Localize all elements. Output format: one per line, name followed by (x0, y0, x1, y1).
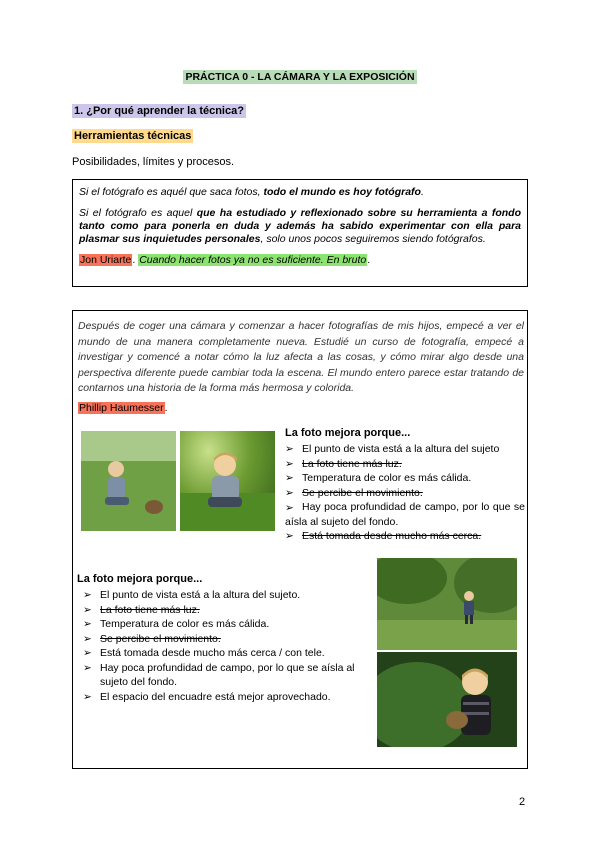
quote-sep: . (132, 254, 139, 266)
arrow-bullet-icon: ➢ (83, 603, 92, 616)
list-item: ➢ Temperatura de color es más cálida. (285, 472, 472, 484)
list1 (285, 442, 525, 544)
page-number: 2 (519, 796, 526, 808)
subheading (72, 130, 193, 142)
list-item: ➢ El punto de vista está a la altura del sujeto. (83, 589, 301, 601)
quote-source: Cuando hacer fotos ya no es suficiente. En bruto (139, 254, 367, 266)
arrow-bullet-icon: ➢ (285, 443, 294, 455)
list-item: ➢ Se percibe el movimiento. (83, 632, 221, 645)
list-item: ➢ El espacio del encuadre está mejor aprovechado. (83, 690, 331, 703)
page-title (0, 71, 600, 83)
page-title-text: PRÁCTICA 0 - LA CÁMARA Y LA EXPOSICIÓN (185, 71, 415, 83)
list-item: ➢ La foto tiene más luz. (285, 457, 402, 470)
list-item: ➢ Temperatura de color es más cálida. (83, 618, 270, 630)
list2-title: La foto mejora porque... (77, 573, 203, 585)
arrow-bullet-icon: ➢ (83, 690, 92, 703)
intro-text: Posibilidades, límites y procesos. (72, 156, 235, 168)
arrow-bullet-icon: ➢ (285, 502, 294, 514)
list-item: ➢ Está tomada desde mucho más cerca / con tele. (83, 647, 325, 659)
quote-line-1-plain: Si el fotógrafo es aquél que saca fotos, (79, 186, 264, 198)
arrow-bullet-icon: ➢ (285, 530, 294, 542)
quote-line-1-end: . (420, 186, 424, 198)
example-box (72, 310, 528, 769)
quote-line-2 (79, 207, 521, 246)
list-item: ➢ La foto tiene más luz. (83, 603, 200, 616)
list1-title: La foto mejora porque... (285, 427, 411, 439)
photo-boy-grass-before (81, 431, 176, 531)
arrow-bullet-icon: ➢ (83, 618, 92, 630)
arrow-bullet-icon: ➢ (83, 632, 92, 645)
list-item: ➢ El punto de vista está a la altura del sujeto (285, 443, 500, 455)
example-intro: Después de coger una cámara y comenzar a hacer fotografías de mis hijos, empecé a ver el mundo de una manera completamente nueva. Estudié un curso de fotografía, empecé a investigar y comencé a notar cómo la luz afecta a las cosas, y cómo mirar algo desde una perspectiva diferente puede cambiar toda la escena. El mundo entero parece estar tratando de contarnos una historia de la forma más hermosa y colorida. (78, 320, 524, 394)
quote-author: Jon Uriarte (80, 254, 132, 266)
section-heading (72, 105, 246, 117)
example-author: Phillip Haumesser (79, 402, 164, 414)
section-heading-text: 1. ¿Por qué aprender la técnica? (74, 105, 244, 117)
list-item: ➢ Hay poca profundidad de campo, por lo que se aísla al sujeto del fondo. (83, 661, 355, 688)
quote-line-1-bold: todo el mundo es hoy fotógrafo (263, 186, 421, 198)
photo-boy-garden-after (377, 652, 517, 747)
quote-end: . (367, 254, 371, 266)
arrow-bullet-icon: ➢ (285, 472, 294, 484)
example-author-end: . (164, 402, 168, 414)
quote-line-2-plain-a: Si el fotógrafo es aquel (79, 207, 197, 219)
photo-boy-grass-after (180, 431, 275, 531)
list-item: ➢ Hay poca profundidad de campo, por lo que se aísla al sujeto del fondo. (285, 501, 525, 528)
quote-attribution (79, 254, 521, 266)
list-item: ➢ Está tomada desde mucho más cerca. (285, 530, 482, 542)
subheading-text: Herramientas técnicas (74, 130, 192, 142)
quote-line-2-bold: que ha estudiado y reflexionado sobre su herramienta a fondo tanto como para ponerla en duda y además ha sabido experimentar con ella para plasmar sus inquietudes personales (79, 207, 521, 245)
arrow-bullet-icon: ➢ (83, 661, 92, 674)
photo-boy-garden-before (377, 558, 517, 650)
list-item: ➢ Se percibe el movimiento. (285, 486, 423, 499)
quote-box (72, 179, 528, 287)
arrow-bullet-icon: ➢ (83, 647, 92, 659)
quote-line-1 (79, 186, 521, 199)
arrow-bullet-icon: ➢ (285, 486, 294, 499)
arrow-bullet-icon: ➢ (285, 457, 294, 470)
arrow-bullet-icon: ➢ (83, 589, 92, 601)
example-attribution (78, 402, 168, 414)
list2 (83, 588, 373, 704)
quote-line-2-plain-b: , solo unos pocos seguiremos siendo fotógrafos. (260, 233, 486, 245)
